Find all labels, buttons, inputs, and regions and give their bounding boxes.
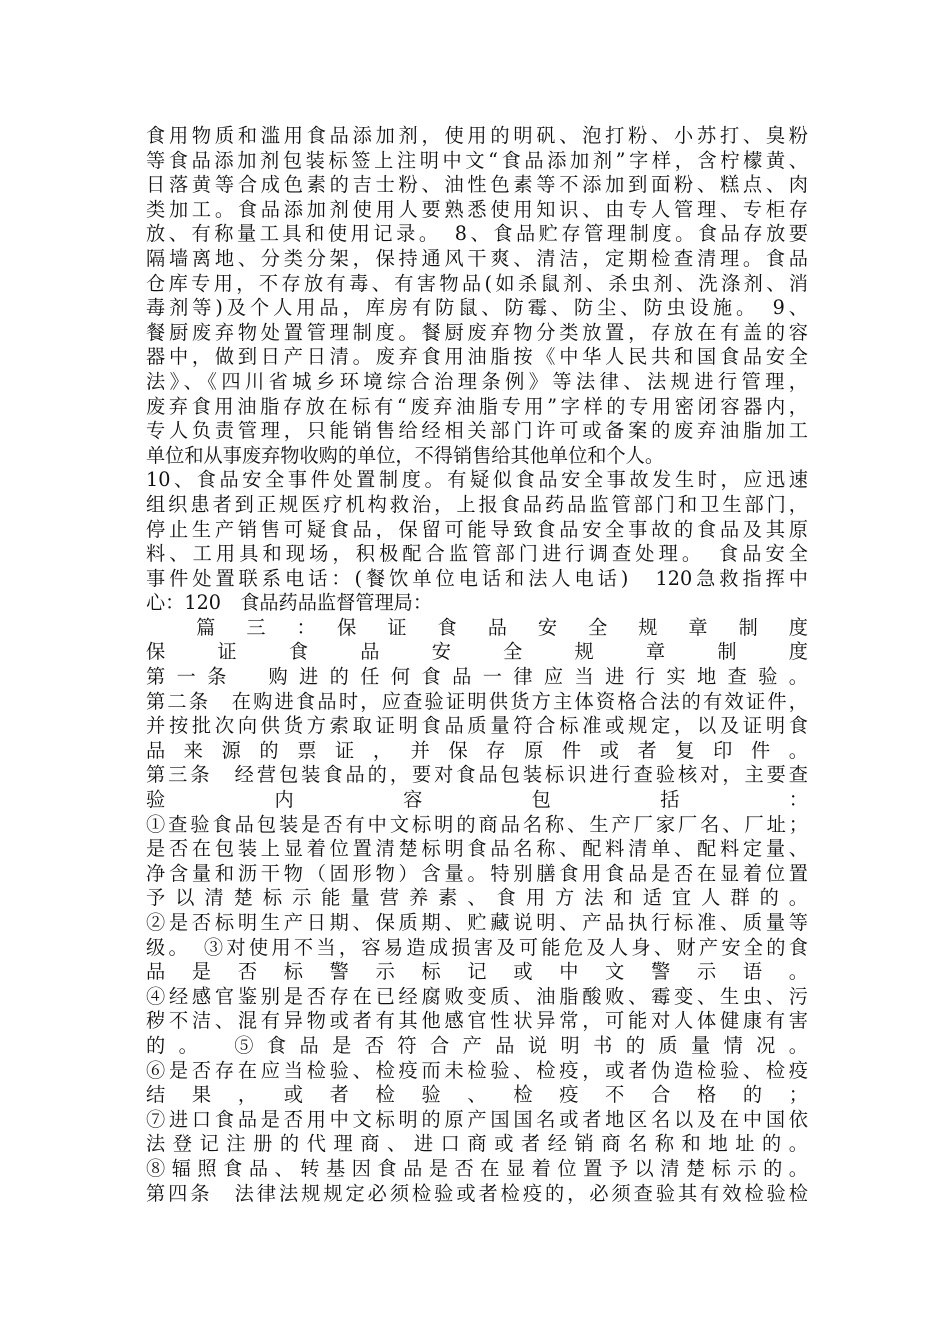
text-line: ⑥是否存在应当检验、检疫而未检验、检疫，或者伪造检验、检疫 bbox=[146, 1058, 808, 1082]
text-line: ④经感官鉴别是否存在已经腐败变质、油脂酸败、霉变、生虫、污 bbox=[146, 984, 808, 1008]
text-line: 第三条 经营包装食品的，要对食品包装标识进行查验核对，主要查 bbox=[146, 763, 808, 787]
text-line: 品来源的票证，并保存原件或者复印件。 bbox=[146, 738, 808, 762]
text-line: ⑧辐照食品、转基因食品是否在显着位置予以清楚标示的。 bbox=[146, 1156, 808, 1180]
text-line: 结果，或者检验、检疫不合格的； bbox=[146, 1083, 808, 1107]
text-line: 专人负责管理，只能销售给经相关部门许可或备案的废弃油脂加工 bbox=[146, 419, 808, 443]
text-line: ⑦进口食品是否用中文标明的原产国国名或者地区名以及在中国依 bbox=[146, 1107, 808, 1131]
text-line: 10、食品安全事件处置制度。有疑似食品安全事故发生时，应迅速 bbox=[146, 468, 808, 492]
text-line: 事件处置联系电话：(餐饮单位电话和法人电话) 120急救指挥中 bbox=[146, 566, 808, 590]
text-line: 毒剂等)及个人用品，库房有防鼠、防霉、防尘、防虫设施。 9、 bbox=[146, 296, 808, 320]
text-line: 并按批次向供货方索取证明食品质量符合标准或规定，以及证明食 bbox=[146, 714, 808, 738]
text-line: 级。 ③对使用不当，容易造成损害及可能危及人身、财产安全的食 bbox=[146, 935, 808, 959]
text-line: 验 内 容 包 括 ： bbox=[146, 788, 808, 812]
text-line: 类加工。食品添加剂使用人要熟悉使用知识、由专人管理、专柜存 bbox=[146, 197, 808, 221]
text-line: 第四条 法律法规规定必须检验或者检疫的，必须查验其有效检验检 bbox=[146, 1181, 808, 1205]
section-title: 保 证 食 品 安 全 规 章 制 度 bbox=[146, 640, 808, 664]
text-line: 食用物质和滥用食品添加剂，使用的明矾、泡打粉、小苏打、臭粉 bbox=[146, 124, 808, 147]
text-line: 放、有称量工具和使用记录。 8、食品贮存管理制度。食品存放要 bbox=[146, 222, 808, 246]
text-line: 的。 ⑤食品是否符合产品说明书的质量情况。 bbox=[146, 1033, 808, 1057]
text-line: 心：120 食品药品监督管理局： bbox=[146, 591, 433, 615]
text-line: 隔墙离地、分类分架，保持通风干爽、清洁，定期检查清理。食品 bbox=[146, 246, 808, 270]
text-line: ①查验食品包装是否有中文标明的商品名称、生产厂家厂名、厂址； bbox=[146, 812, 808, 836]
text-line: 废弃食用油脂存放在标有“废弃油脂专用”字样的专用密闭容器内， bbox=[146, 394, 808, 418]
text-line: 秽不洁、混有异物或者有其他感官性状异常，可能对人体健康有害 bbox=[146, 1009, 808, 1033]
text-line: 餐厨废弃物处置管理制度。餐厨废弃物分类放置，存放在有盖的容 bbox=[146, 320, 808, 344]
text-line: 净含量和沥干物（固形物）含量。特别膳食用食品是否在显着位置 bbox=[146, 861, 808, 885]
document-body bbox=[146, 124, 808, 1206]
text-line: 组织患者到正规医疗机构救治，上报食品药品监管部门和卫生部门， bbox=[146, 492, 808, 516]
text-line: 日落黄等合成色素的吉士粉、油性色素等不添加到面粉、糕点、肉 bbox=[146, 173, 808, 197]
text-line: 予以清楚标示能量营养素、食用方法和适宜人群的。 bbox=[146, 886, 808, 910]
text-line: 法》、《四川省城乡环境综合治理条例》等法律、法规进行管理， bbox=[146, 369, 808, 393]
text-line: 仓库专用，不存放有毒、有害物品(如杀鼠剂、杀虫剂、洗涤剂、消 bbox=[146, 271, 808, 295]
text-line: 器中，做到日产日清。废弃食用油脂按《中华人民共和国食品安全 bbox=[146, 345, 808, 369]
text-line: 品是否标警示标记或中文警示语。 bbox=[146, 960, 808, 984]
text-line: 停止生产销售可疑食品，保留可能导致食品安全事故的食品及其原 bbox=[146, 517, 808, 541]
section-title: 篇 三 ： 保 证 食 品 安 全 规 章 制 度 bbox=[146, 615, 808, 639]
text-line: ②是否标明生产日期、保质期、贮藏说明、产品执行标准、质量等 bbox=[146, 911, 808, 934]
text-line: 法登记注册的代理商、进口商或者经销商名称和地址的。 bbox=[146, 1132, 808, 1156]
text-line: 料、工用具和现场，积极配合监管部门进行调查处理。 食品安全 bbox=[146, 542, 808, 566]
text-line: 第二条 在购进食品时，应查验证明供货方主体资格合法的有效证件， bbox=[146, 689, 808, 713]
text-line: 是否在包装上显着位置清楚标明食品名称、配料清单、配料定量、 bbox=[146, 837, 808, 861]
text-line: 第一条 购进的任何食品一律应当进行实地查验。 bbox=[146, 665, 808, 689]
text-line: 单位和从事废弃物收购的单位，不得销售给其他单位和个人。 bbox=[146, 443, 665, 467]
text-line: 等食品添加剂包装标签上注明中文“食品添加剂”字样，含柠檬黄、 bbox=[146, 148, 808, 172]
